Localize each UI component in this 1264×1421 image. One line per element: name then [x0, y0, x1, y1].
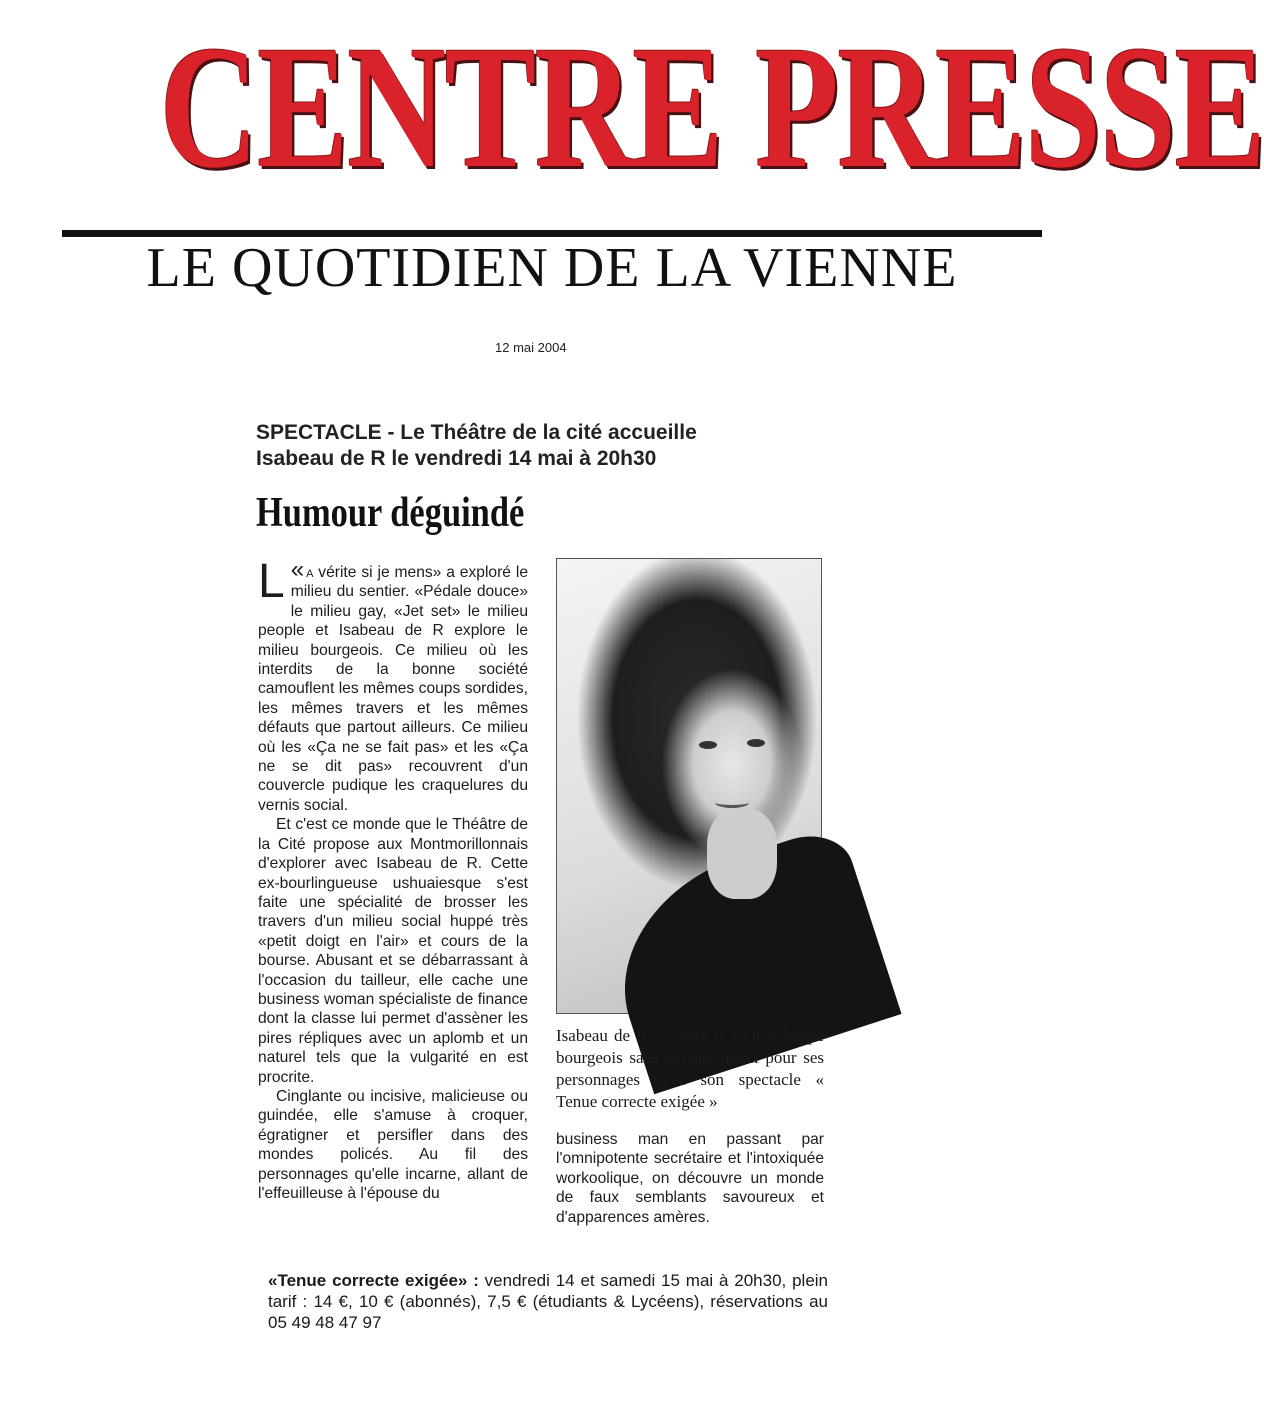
lead-smallcap: a [306, 564, 314, 581]
photo-neck [707, 809, 777, 899]
paragraph-1 [258, 555, 528, 815]
opening-quote: « [290, 556, 305, 583]
paragraph-3-continued: business man en passant par l'omnipotente secrétaire et l'intoxiquée workoolique, on découvre un monde de faux semblants savoureux et d'apparences amères. [556, 1131, 824, 1226]
publication-date: 12 mai 2004 [495, 340, 567, 355]
paragraph-2: Et c'est ce monde que le Théâtre de la Cité propose aux Montmorillonnais d'explorer avec Isabeau de R. Cette ex-bourlingueuse ushuaiesque s'est faite une spécialité de brosser les travers d'un milieu social huppé très «petit doigt en l'air» et cours de la bourse. Abusant et se débarrassant à l'occasion du tailleur, elle cache une business woman spécialiste de finance dont la classe lui permet d'assèner les pires répliques avec un aplomb et un naturel tels que la vulgarité en est procrite. [258, 816, 528, 1086]
kicker-line-1: SPECTACLE - Le Théâtre de la cité accueille [256, 421, 697, 444]
show-info-footer [268, 1270, 828, 1333]
article-headline: Humour déguindé [256, 490, 525, 536]
article-column-left [258, 555, 528, 1250]
show-title: «Tenue correcte exigée» : [268, 1271, 479, 1290]
photo-eye-right [747, 739, 765, 747]
masthead-title: CENTRE PRESSE [159, 10, 1264, 205]
kicker-line-2: Isabeau de R le vendredi 14 mai à 20h30 [256, 447, 657, 470]
masthead-rule [62, 230, 1042, 237]
photo-eye-left [699, 741, 717, 749]
article-column-right [556, 1130, 824, 1250]
paragraph-3: Cinglante ou incisive, malicieuse ou guindée, elle s'amuse à croquer, égratigner et persifler dans des mondes policés. Au fil des personnages qu'elle incarne, allant de l'effeuilleuse à l'épouse du [258, 1087, 528, 1202]
portrait-photo [556, 558, 822, 1014]
masthead-subtitle: LE QUOTIDIEN DE LA VIENNE [146, 237, 958, 299]
photo-mouth [715, 797, 749, 808]
show-details: vendredi 14 et samedi 15 mai à 20h30, plein tarif : 14 €, 10 € (abonnés), 7,5 € (étudiants & Lycéens), réservations au 05 49 48 47 97 [268, 1271, 829, 1332]
paragraph-1-text: vérite si je mens» a exploré le milieu du sentier. «Pédale douce» le milieu gay, «Jet set» le milieu people et Isabeau de R explore le milieu bourgeois. Ce milieu où les interdits de la bonne société camouflent les mêmes coups sordides, les mêmes travers et les mêmes défauts que partout ailleurs. Ce milieu où les «Ça ne se fait pas» et les «Ça ne se dit pas» recouvrent d'un couvercle pudique les craquelures du vernis social. [258, 564, 528, 814]
photo-caption: Isabeau de R. explore le milieu huppé bourgeois sans aucune merci pour ses personnages avec son spectacle « Tenue correcte exigée » [556, 1026, 824, 1111]
article-kicker [256, 420, 816, 472]
dropcap: L [258, 555, 285, 608]
